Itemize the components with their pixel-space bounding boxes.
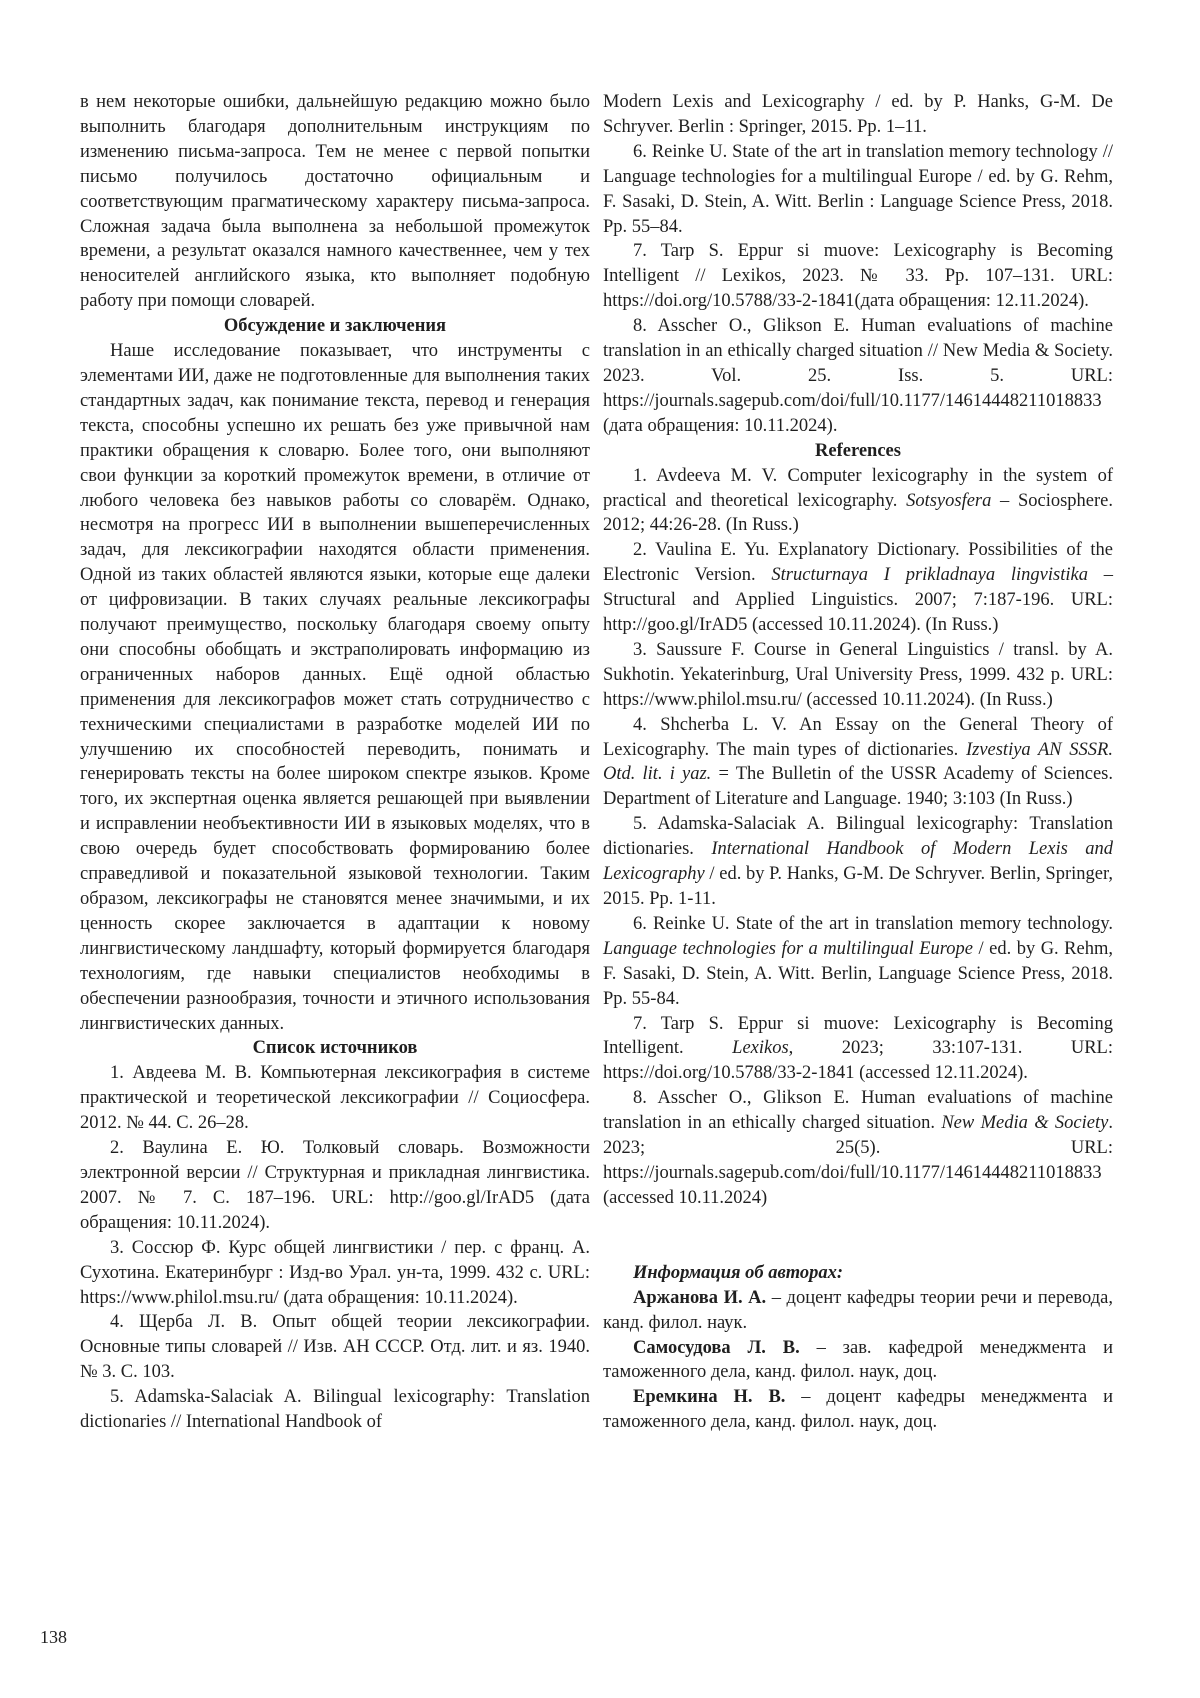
intro-paragraph: в нем некоторые ошибки, дальнейшую редакцию можно было выполнить благодаря дополнительным инструкциям по изменению письма-запроса. Тем не менее с первой попытки письмо получилось достаточно официальным и соответствующим прагматическому характеру письма-запроса. Сложная задача была выполнена за небольшой промежуток времени, а результат оказался намного качественнее, чем у тех неносителей английского языка, кто выполняет подобную работу при помощи словарей. — [80, 92, 590, 312]
section-gap — [603, 1211, 1113, 1261]
author-2: Самосудова Л. В. – зав. кафедрой менеджмента и таможенного дела, канд. филол. наук, доц. — [603, 1337, 1113, 1383]
reference-item-4: 4. Shcherba L. V. An Essay on the General Theory of Lexicography. The main types of dictionaries. Izvestiya AN SSSR. Otd. lit. i yaz. = The Bulletin of the USSR Academy of Sciences. Department of Literature and Language. 1940; 3:103 (In Russ.) — [603, 714, 1113, 810]
reference-item-3: 3. Saussure F. Course in General Linguistics / transl. by A. Sukhotin. Yekaterinburg, Ural University Press, 1999. 432 p. URL: https://www.philol.msu.ru/ (accessed 10.11.2024). (In Russ.) — [603, 639, 1113, 710]
reference-item-5: 5. Adamska-Salaciak A. Bilingual lexicography: Translation dictionaries. International Handbook of Modern Lexis and Lexicography / ed. by P. Hanks, G-M. De Schryver. Berlin, Springer, 2015. Pp. 1-11. — [603, 814, 1114, 909]
source-item-3: 3. Соссюр Ф. Курс общей лингвистики / пер. с франц. А. Сухотина. Екатеринбург : Изд-во Урал. ун-та, 1999. 432 с. URL: https://www.philol.msu.ru/ (дата обращения: 10.11.2024). — [80, 1237, 590, 1308]
left-column — [80, 90, 590, 1435]
source-item-6: 6. Reinke U. State of the art in translation memory technology // Language technologies for a multilingual Europe / ed. by G. Rehm, F. Sasaki, D. Stein, A. Witt. Berlin : Language Science Press, 2018. Pp. 55–84. — [603, 141, 1113, 237]
source-item-7: 7. Tarp S. Eppur si muove: Lexicography is Becoming Intelligent // Lexikos, 2023. № 33. Pp. 107–131. URL: https://doi.org/10.5788/33-2-1841(дата обращения: 12.11.2024). — [603, 241, 1113, 312]
reference-item-1: 1. Avdeeva M. V. Computer lexicography in the system of practical and theoretical lexicography. Sotsyosfera – Sociosphere. 2012; 44:26-28. (In Russ.) — [603, 465, 1113, 536]
reference-item-6: 6. Reinke U. State of the art in translation memory technology. Language technologies for a multilingual Europe / ed. by G. Rehm, F. Sasaki, D. Stein, A. Witt. Berlin, Language Science Press, 2018. Pp. 55-84. — [603, 913, 1113, 1009]
reference-item-7: 7. Tarp S. Eppur si muove: Lexicography is Becoming Intelligent. Lexikos, 2023; 33:107-131. URL: https://doi.org/10.5788/33-2-1841 (accessed 12.11.2024). — [603, 1013, 1113, 1084]
discussion-paragraph: Наше исследование показывает, что инструменты с элементами ИИ, даже не подготовленные для выполнения таких стандартных задач, как понимание текста, перевод и генерация текста, способны успешно их решать без уже привычной нам практики обращения к словарю. Более того, они выполняют свои функции за короткий промежуток времени, в отличие от любого человека без навыков работы со словарём. Однако, несмотря на прогресс ИИ в выполнении вышеперечисленных задач, для лексикографии находятся области применения. Одной из таких областей являются языки, которые еще далеки от цифровизации. В таких случаях реальные лексикографы получают преимущество, поскольку благодаря своему опыту они способны обобщать и экстраполировать информацию из ограниченных наборов данных. Ещё одной областью применения для лексикографов может стать сотрудничество с техническими специалистами в разработке моделей ИИ по улучшению их способностей переводить, понимать и генерировать тексты на более широком спектре языков. Кроме того, их экспертная оценка является решающей при выявлении и исправлении необъективности ИИ в языковых моделях, что в свою очередь будет способствовать формированию более справедливой и показательной языковой технологии. Таким образом, лексикографы не становятся менее значимыми, и их ценность скорее заключается в адаптации к новому лингвистическому ландшафту, который формируется благодаря технологиям, где навыки специалистов необходимы в обеспечении разнообразия, точности и этичного использования лингвистических данных. — [80, 341, 590, 1034]
source-item-2: 2. Ваулина Е. Ю. Толковый словарь. Возможности электронной версии // Структурная и прикладная лингвистика. 2007. № 7. С. 187–196. URL: http://goo.gl/IrAD5 (дата обращения: 10.11.2024). — [80, 1138, 590, 1233]
sources-heading: Список источников — [252, 1038, 418, 1059]
author-3: Еремкина Н. В. – доцент кафедры менеджмента и таможенного дела, канд. филол. наук, доц. — [603, 1387, 1113, 1433]
source-item-1: 1. Авдеева М. В. Компьютерная лексикография в системе практической и теоретической лексикографии // Социосфера. 2012. № 44. С. 26–28. — [80, 1063, 590, 1134]
discussion-heading: Обсуждение и заключения — [223, 316, 447, 337]
author-1: Аржанова И. А. – доцент кафедры теории речи и перевода, канд. филол. наук. — [603, 1287, 1113, 1333]
authors-heading: Информация об авторах: — [633, 1262, 844, 1283]
page-number: 138 — [40, 1627, 67, 1647]
source-item-4: 4. Щерба Л. В. Опыт общей теории лексикографии. Основные типы словарей // Изв. АН СССР. Отд. лит. и яз. 1940. № 3. С. 103. — [80, 1312, 590, 1383]
references-heading: References — [815, 440, 901, 461]
source-item-5-cont: Modern Lexis and Lexicography / ed. by P. Hanks, G-M. De Schryver. Berlin : Springer, 2015. Pp. 1–11. — [603, 92, 1113, 137]
right-column — [603, 90, 1113, 1435]
reference-item-2: 2. Vaulina E. Yu. Explanatory Dictionary. Possibilities of the Electronic Version. Structurnaya I prikladnaya lingvistika – Structural and Applied Linguistics. 2007; 7:187-196. URL: http://goo.gl/IrAD5 (accessed 10.11.2024). (In Russ.) — [603, 540, 1113, 636]
source-item-5: 5. Adamska-Salaciak A. Bilingual lexicography: Translation dictionaries // International Handbook of — [80, 1387, 590, 1433]
source-item-8: 8. Asscher O., Glikson E. Human evaluations of machine translation in an ethically charged situation // New Media & Society. 2023. Vol. 25. Iss. 5. URL: https://journals.sagepub.com/doi/full/10.1177/14614448211018833 (дата обращения: 10.11.2024). — [603, 316, 1113, 436]
reference-item-8: 8. Asscher O., Glikson E. Human evaluations of machine translation in an ethically charged situation. New Media & Society. 2023; 25(5). URL: https://journals.sagepub.com/doi/full/10.1177/14614448211018833 (accessed 10.11.2024) — [603, 1088, 1113, 1208]
